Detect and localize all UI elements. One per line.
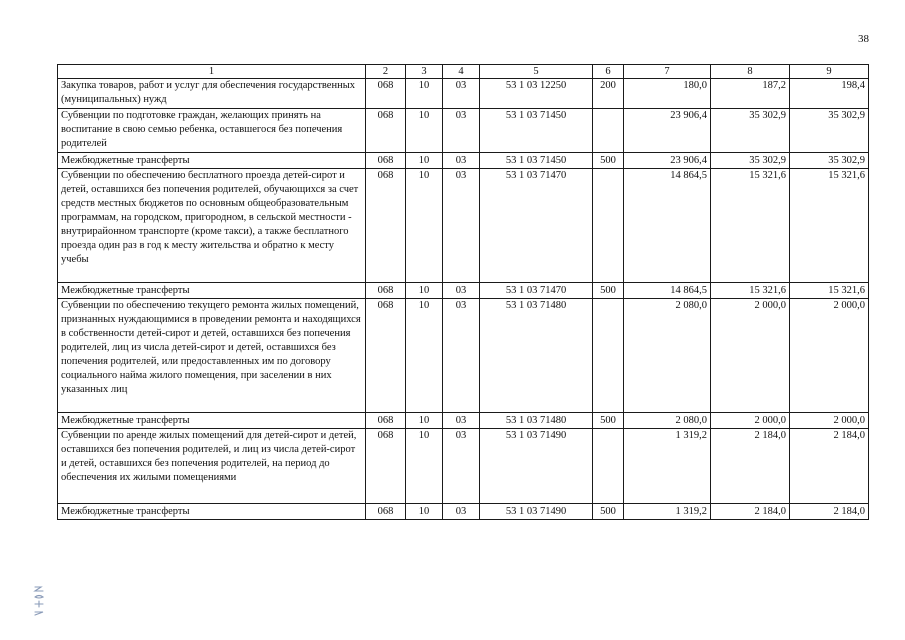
cell-col-7: 1 319,2 [624,504,711,520]
row-name: Межбюджетные трансферты [58,153,366,169]
cell-col-6 [593,109,624,153]
cell-col-5: 53 1 03 71470 [480,169,593,283]
cell-col-5: 53 1 03 71450 [480,153,593,169]
cell-col-2: 068 [366,299,406,413]
column-number-row [58,65,869,79]
cell-col-6: 500 [593,413,624,429]
column-header: 3 [406,65,443,79]
cell-col-6 [593,299,624,413]
cell-col-2: 068 [366,109,406,153]
cell-col-4: 03 [443,504,480,520]
cell-col-4: 03 [443,413,480,429]
cell-col-7: 2 080,0 [624,299,711,413]
cell-col-3: 10 [406,109,443,153]
row-name: Субвенции по аренде жилых помещений для детей-сирот и детей, оставшихся без попечения родителей, и лиц из числа детей-сирот и детей, оставшихся без попечения родителей, на период до обеспечения их жилыми помещениями [58,429,366,504]
cell-col-8: 35 302,9 [711,109,790,153]
cell-col-3: 10 [406,169,443,283]
cell-col-9: 2 184,0 [790,504,869,520]
column-header: 2 [366,65,406,79]
row-name: Закупка товаров, работ и услуг для обеспечения государственных (муниципальных) нужд [58,79,366,109]
cell-col-6 [593,429,624,504]
cell-col-7: 23 906,4 [624,109,711,153]
cell-col-7: 23 906,4 [624,153,711,169]
table-row [58,429,869,504]
table-row [58,109,869,153]
column-header: 8 [711,65,790,79]
cell-col-6: 500 [593,504,624,520]
cell-col-5: 53 1 03 71480 [480,413,593,429]
cell-col-8: 2 184,0 [711,504,790,520]
cell-col-6: 200 [593,79,624,109]
page-number: 38 [858,33,869,45]
cell-col-4: 03 [443,169,480,283]
margin-page-stamp [32,584,46,620]
cell-col-6: 500 [593,153,624,169]
table-row [58,299,869,413]
cell-col-5: 53 1 03 71480 [480,299,593,413]
column-header: 4 [443,65,480,79]
cell-col-4: 03 [443,109,480,153]
cell-col-5: 53 1 03 71450 [480,109,593,153]
row-name: Субвенции по подготовке граждан, желающих принять на воспитание в свою семью ребенка, оставшегося без попечения родителей [58,109,366,153]
cell-col-7: 1 319,2 [624,429,711,504]
cell-col-4: 03 [443,299,480,413]
cell-col-9: 198,4 [790,79,869,109]
cell-col-2: 068 [366,283,406,299]
table-row [58,413,869,429]
column-header: 7 [624,65,711,79]
cell-col-9: 35 302,9 [790,109,869,153]
cell-col-5: 53 1 03 71490 [480,429,593,504]
table-row [58,283,869,299]
table-row [58,504,869,520]
cell-col-7: 180,0 [624,79,711,109]
cell-col-3: 10 [406,153,443,169]
cell-col-3: 10 [406,504,443,520]
column-header: 1 [58,65,366,79]
cell-col-4: 03 [443,153,480,169]
row-name: Межбюджетные трансферты [58,283,366,299]
cell-col-2: 068 [366,504,406,520]
cell-col-6 [593,169,624,283]
cell-col-8: 2 184,0 [711,429,790,504]
cell-col-8: 2 000,0 [711,299,790,413]
cell-col-3: 10 [406,283,443,299]
row-name: Межбюджетные трансферты [58,413,366,429]
cell-col-2: 068 [366,413,406,429]
column-header: 5 [480,65,593,79]
row-name: Межбюджетные трансферты [58,504,366,520]
cell-col-4: 03 [443,283,480,299]
cell-col-2: 068 [366,153,406,169]
cell-col-4: 03 [443,79,480,109]
cell-col-3: 10 [406,413,443,429]
row-name: Субвенции по обеспечению бесплатного проезда детей-сирот и детей, оставшихся без попечения родителей, обучающихся за счет средств местных бюджетов по основным общеобразовательным программам, на городском, пригородном, в сельской местности - внутрирайонном транспорте (кроме такси), а также бесплатного проезда один раз в год к месту жительства и обратно к месту учебы [58,169,366,283]
cell-col-2: 068 [366,79,406,109]
cell-col-3: 10 [406,299,443,413]
cell-col-8: 35 302,9 [711,153,790,169]
cell-col-8: 15 321,6 [711,169,790,283]
cell-col-6: 500 [593,283,624,299]
cell-col-3: 10 [406,79,443,109]
cell-col-8: 15 321,6 [711,283,790,299]
cell-col-5: 53 1 03 71490 [480,504,593,520]
cell-col-8: 187,2 [711,79,790,109]
column-header: 9 [790,65,869,79]
table-row [58,79,869,109]
cell-col-2: 068 [366,429,406,504]
cell-col-5: 53 1 03 71470 [480,283,593,299]
column-header: 6 [593,65,624,79]
cell-col-2: 068 [366,169,406,283]
cell-col-4: 03 [443,429,480,504]
cell-col-5: 53 1 03 12250 [480,79,593,109]
row-name: Субвенции по обеспечению текущего ремонта жилых помещений, признанных нуждающимися в проведении ремонта и находящихся в собственности детей-сирот и детей, оставшихся без попечения родителей, лиц из числа детей-сирот и детей, оставшихся без попечения родителей, или предоставленных им по договору социального найма жилого помещения, при заселении в них указанных лиц [58,299,366,413]
cell-col-9: 15 321,6 [790,283,869,299]
table-row [58,169,869,283]
cell-col-3: 10 [406,429,443,504]
cell-col-9: 35 302,9 [790,153,869,169]
cell-col-9: 2 000,0 [790,413,869,429]
budget-table [57,64,869,520]
cell-col-7: 14 864,5 [624,283,711,299]
cell-col-9: 15 321,6 [790,169,869,283]
cell-col-8: 2 000,0 [711,413,790,429]
cell-col-9: 2 000,0 [790,299,869,413]
table-row [58,153,869,169]
cell-col-7: 14 864,5 [624,169,711,283]
cell-col-9: 2 184,0 [790,429,869,504]
cell-col-7: 2 080,0 [624,413,711,429]
